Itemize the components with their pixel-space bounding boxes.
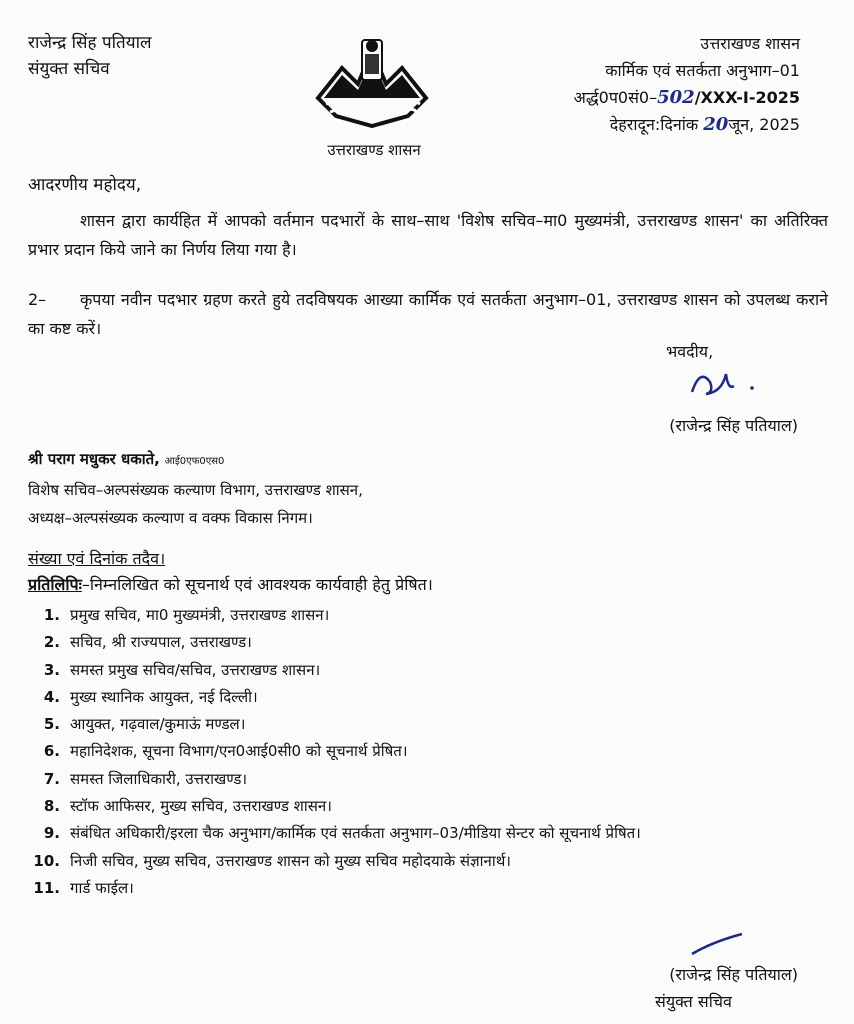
date-line bbox=[574, 111, 800, 138]
cc-item-number: 2. bbox=[43, 633, 60, 652]
addressee-service: आई0एफ0एस0 bbox=[164, 456, 225, 467]
cc-list-item bbox=[30, 684, 830, 711]
cc-item-text: समस्त प्रमुख सचिव/सचिव, उत्तराखण्ड शासन। bbox=[70, 660, 321, 679]
cc-item-text: आयुक्त, गढ़वाल/कुमाऊं मण्डल। bbox=[70, 715, 246, 734]
office-block bbox=[574, 30, 800, 138]
addressee-name-line bbox=[28, 445, 363, 476]
sender-designation: संयुक्त सचिव bbox=[28, 59, 110, 79]
cc-heading: संख्या एवं दिनांक तदैव। bbox=[28, 549, 166, 568]
reference-line bbox=[574, 84, 800, 111]
cc-intro-text: –निम्नलिखित को सूचनार्थ एवं आवश्यक कार्यवाही हेतु प्रेषित। bbox=[81, 575, 433, 594]
office-line-1: उत्तराखण्ड शासन bbox=[700, 34, 800, 53]
signature-icon bbox=[682, 362, 762, 402]
cc-list-item bbox=[30, 793, 830, 820]
salutation: आदरणीय महोदय, bbox=[28, 175, 142, 195]
cc-list-item bbox=[30, 738, 830, 765]
uttarakhand-emblem-icon bbox=[312, 28, 432, 133]
addressee-line-2: विशेष सचिव–अल्पसंख्यक कल्याण विभाग, उत्तराखण्ड शासन, bbox=[28, 481, 363, 499]
cc-list-item bbox=[30, 875, 830, 902]
cc-list-item bbox=[30, 820, 830, 847]
addressee-name: श्री पराग मधुकर धकाते, bbox=[28, 450, 160, 468]
date-prefix: देहरादून:दिनांक bbox=[609, 115, 699, 134]
cc-list-item bbox=[30, 629, 830, 656]
sender-block bbox=[28, 30, 152, 82]
cc-item-number: 7. bbox=[43, 769, 60, 788]
cc-list bbox=[30, 602, 830, 902]
closing-name: (राजेन्द्र सिंह पतियाल) bbox=[669, 416, 798, 435]
cc-item-number: 8. bbox=[43, 797, 60, 816]
cc-item-text: संबंधित अधिकारी/इरला चैक अनुभाग/कार्मिक एवं सतर्कता अनुभाग–03/मीडिया सेन्टर को सूचनार्थ प्रेषित। bbox=[70, 824, 641, 843]
paragraph-2 bbox=[28, 285, 828, 343]
cc-item-text: स्टॉफ आफिसर, मुख्य सचिव, उत्तराखण्ड शासन। bbox=[70, 797, 332, 816]
ref-prefix: अर्द्ध0प0सं0– bbox=[573, 88, 658, 107]
sender-name: राजेन्द्र सिंह पतियाल bbox=[28, 33, 152, 53]
addressee-line-3: अध्यक्ष–अल्पसंख्यक कल्याण व वक्फ विकास निगम। bbox=[28, 509, 313, 527]
cc-item-number: 9. bbox=[43, 824, 60, 843]
cc-item-text: निजी सचिव, मुख्य सचिव, उत्तराखण्ड शासन को मुख्य सचिव महोदयाके संज्ञानार्थ। bbox=[70, 851, 511, 870]
office-line-2: कार्मिक एवं सतर्कता अनुभाग–01 bbox=[605, 61, 800, 80]
emblem-caption: उत्तराखण्ड शासन bbox=[327, 141, 421, 159]
cc-item-number: 11. bbox=[33, 878, 60, 897]
cc-item-text: समस्त जिलाधिकारी, उत्तराखण्ड। bbox=[70, 769, 248, 788]
paragraph-1: शासन द्वारा कार्यहित में आपको वर्तमान पदभारों के साथ–साथ 'विशेष सचिव–मा0 मुख्यमंत्री, उत्तराखण्ड शासन' का अतिरिक्त प्रभार प्रदान किये जाने का निर्णय लिया गया है। bbox=[28, 211, 828, 259]
cc-intro-label: प्रतिलिपिः bbox=[28, 575, 82, 594]
cc-item-text: मुख्य स्थानिक आयुक्त, नई दिल्ली। bbox=[70, 687, 258, 706]
cc-item-number: 3. bbox=[43, 660, 60, 679]
cc-item-text: गार्ड फाईल। bbox=[70, 878, 134, 897]
footer-sign-designation: संयुक्त सचिव bbox=[655, 992, 732, 1011]
ref-number-handwritten: 502 bbox=[657, 87, 695, 108]
cc-list-item bbox=[30, 602, 830, 629]
cc-item-text: प्रमुख सचिव, मा0 मुख्यमंत्री, उत्तराखण्ड शासन। bbox=[70, 606, 330, 624]
cc-item-number: 5. bbox=[43, 715, 60, 734]
footer-sign-name: (राजेन्द्र सिंह पतियाल) bbox=[669, 965, 798, 984]
cc-item-number: 6. bbox=[43, 742, 60, 761]
cc-item-text: सचिव, श्री राज्यपाल, उत्तराखण्ड। bbox=[70, 633, 252, 652]
paragraph-2-text: कृपया नवीन पदभार ग्रहण करते हुये तदविषयक आख्या कार्मिक एवं सतर्कता अनुभाग–01, उत्तराखण्ड शासन को उपलब्ध कराने का कष्ट करें। bbox=[28, 290, 828, 338]
cc-list-item bbox=[30, 766, 830, 793]
cc-list-item bbox=[30, 848, 830, 875]
cc-item-number: 1. bbox=[43, 606, 60, 624]
date-day-handwritten: 20 bbox=[703, 114, 729, 135]
cc-item-number: 4. bbox=[43, 687, 60, 706]
closing-yours: भवदीय, bbox=[666, 342, 714, 361]
cc-item-text: महानिदेशक, सूचना विभाग/एन0आई0सी0 को सूचनार्थ प्रेषित। bbox=[70, 742, 408, 761]
date-suffix: जून, 2025 bbox=[728, 115, 800, 134]
footer-signature-icon bbox=[688, 930, 748, 960]
addressee-block bbox=[28, 445, 363, 532]
ref-suffix: /XXX-I-2025 bbox=[694, 88, 800, 107]
cc-intro bbox=[28, 573, 433, 595]
cc-item-number: 10. bbox=[33, 851, 60, 870]
cc-list-item bbox=[30, 711, 830, 738]
cc-list-item bbox=[30, 657, 830, 684]
paragraph-2-number: 2– bbox=[28, 290, 47, 309]
